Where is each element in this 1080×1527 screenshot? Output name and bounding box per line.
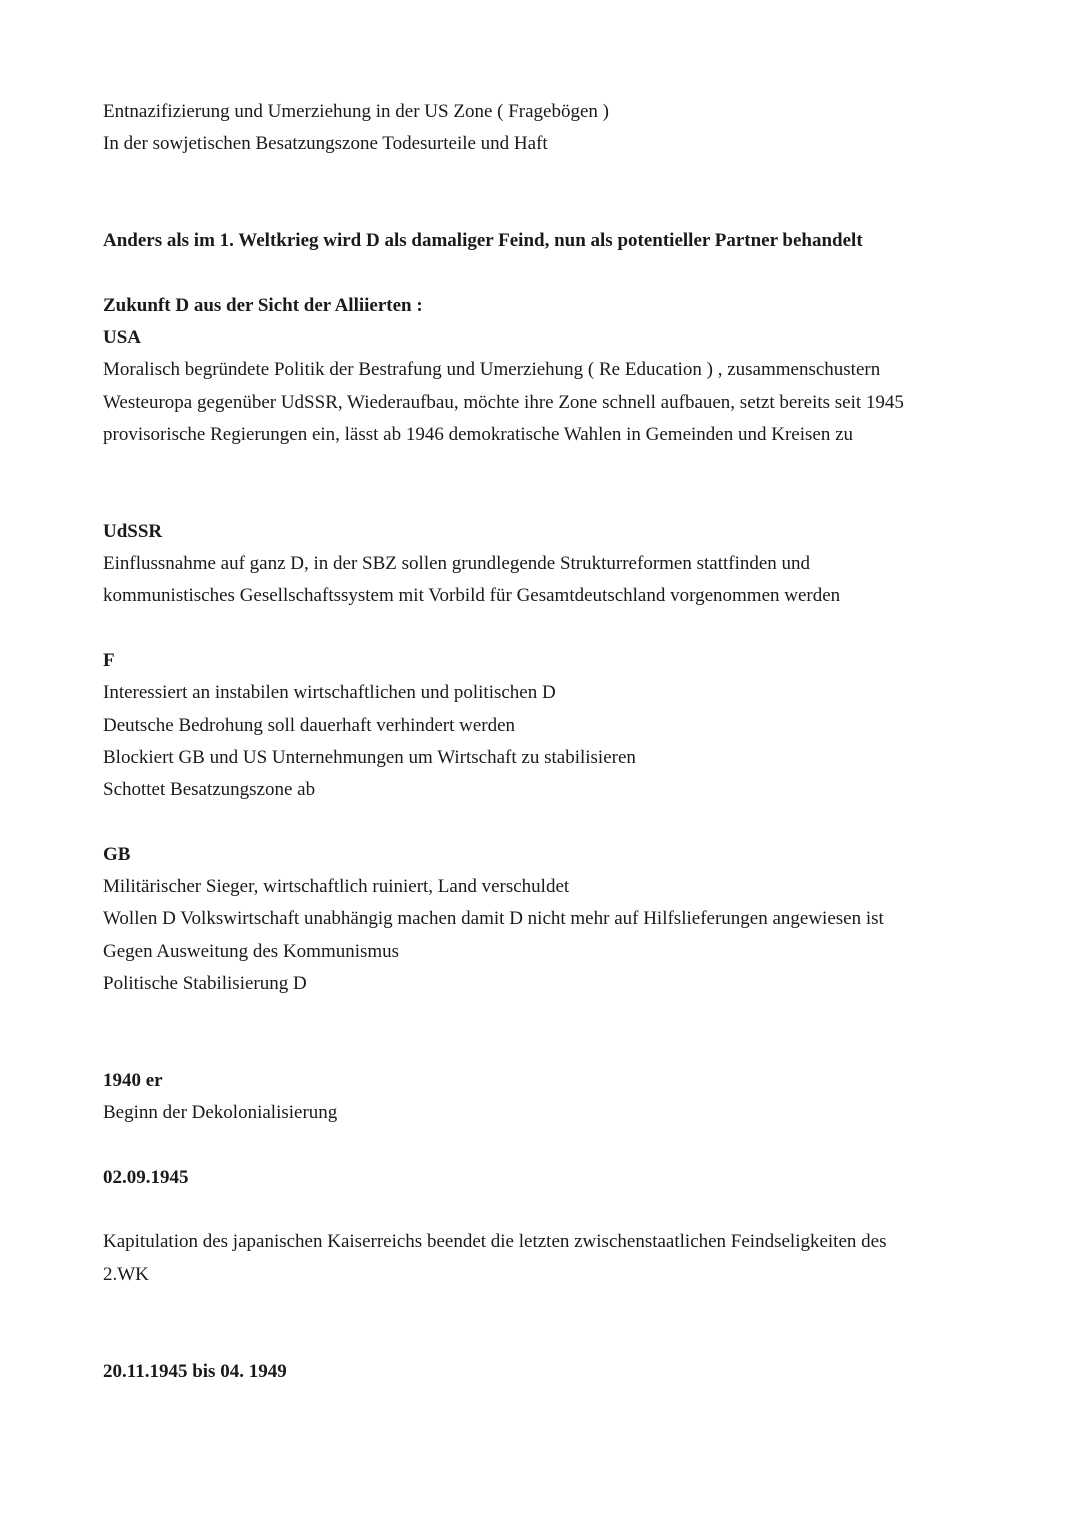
intro-line-2: In der sowjetischen Besatzungszone Todesurteile und Haft xyxy=(103,133,548,155)
udssr-line-2: kommunistisches Gesellschaftssystem mit Vorbild für Gesamtdeutschland vorgenommen werden xyxy=(103,585,841,607)
spacer xyxy=(103,1000,1003,1065)
japan-line-2: 2.WK xyxy=(103,1263,149,1285)
statement-heading: Anders als im 1. Weltkrieg wird D als damaliger Feind, nun als potentieller Partner behandelt xyxy=(103,230,863,252)
france-line-2: Deutsche Bedrohung soll dauerhaft verhindert werden xyxy=(103,714,516,736)
gb-line-1: Militärischer Sieger, wirtschaftlich ruiniert, Land verschuldet xyxy=(103,876,570,898)
udssr-line-1: Einflussnahme auf ganz D, in der SBZ sollen grundlegende Strukturreformen stattfinden und xyxy=(103,553,811,575)
spacer xyxy=(103,257,1003,289)
gb-line-4: Politische Stabilisierung D xyxy=(103,973,307,995)
spacer xyxy=(103,1291,1003,1356)
spacer xyxy=(103,613,1003,645)
spacer xyxy=(103,451,1003,516)
decolonization-heading: 1940 er xyxy=(103,1069,163,1091)
usa-line-3: provisorische Regierungen ein, lässt ab 1946 demokratische Wahlen in Gemeinden und Kreisen zu xyxy=(103,423,853,445)
france-heading: F xyxy=(103,650,115,672)
spacer xyxy=(103,807,1003,839)
france-line-1: Interessiert an instabilen wirtschaftlichen und politischen D xyxy=(103,682,556,704)
japan-heading: 02.09.1945 xyxy=(103,1166,189,1188)
spacer xyxy=(103,1194,1003,1226)
allies-heading: Zukunft D aus der Sicht der Alliierten : xyxy=(103,294,423,316)
usa-line-2: Westeuropa gegenüber UdSSR, Wiederaufbau, möchte ihre Zone schnell aufbauen, setzt bereits seit 1945 xyxy=(103,391,904,413)
spacer xyxy=(103,1130,1003,1162)
france-line-4: Schottet Besatzungszone ab xyxy=(103,779,316,801)
spacer xyxy=(103,161,1003,226)
usa-line-1: Moralisch begründete Politik der Bestrafung und Umerziehung ( Re Education ) , zusammenschustern xyxy=(103,359,881,381)
usa-heading: USA xyxy=(103,327,142,349)
intro-line-1: Entnazifizierung und Umerziehung in der US Zone ( Fragebögen ) xyxy=(103,101,609,122)
document-page xyxy=(103,96,1003,1388)
gb-heading: GB xyxy=(103,843,131,865)
nuremberg-heading: 20.11.1945 bis 04. 1949 xyxy=(103,1360,287,1382)
france-line-3: Blockiert GB und US Unternehmungen um Wirtschaft zu stabilisieren xyxy=(103,746,636,768)
gb-line-2: Wollen D Volkswirtschaft unabhängig machen damit D nicht mehr auf Hilfslieferungen angewiesen ist xyxy=(103,908,884,930)
udssr-heading: UdSSR xyxy=(103,520,163,542)
japan-line-1: Kapitulation des japanischen Kaiserreichs beendet die letzten zwischenstaatlichen Feindseligkeiten des xyxy=(103,1231,887,1253)
gb-line-3: Gegen Ausweitung des Kommunismus xyxy=(103,940,400,962)
decolonization-line: Beginn der Dekolonialisierung xyxy=(103,1102,338,1124)
